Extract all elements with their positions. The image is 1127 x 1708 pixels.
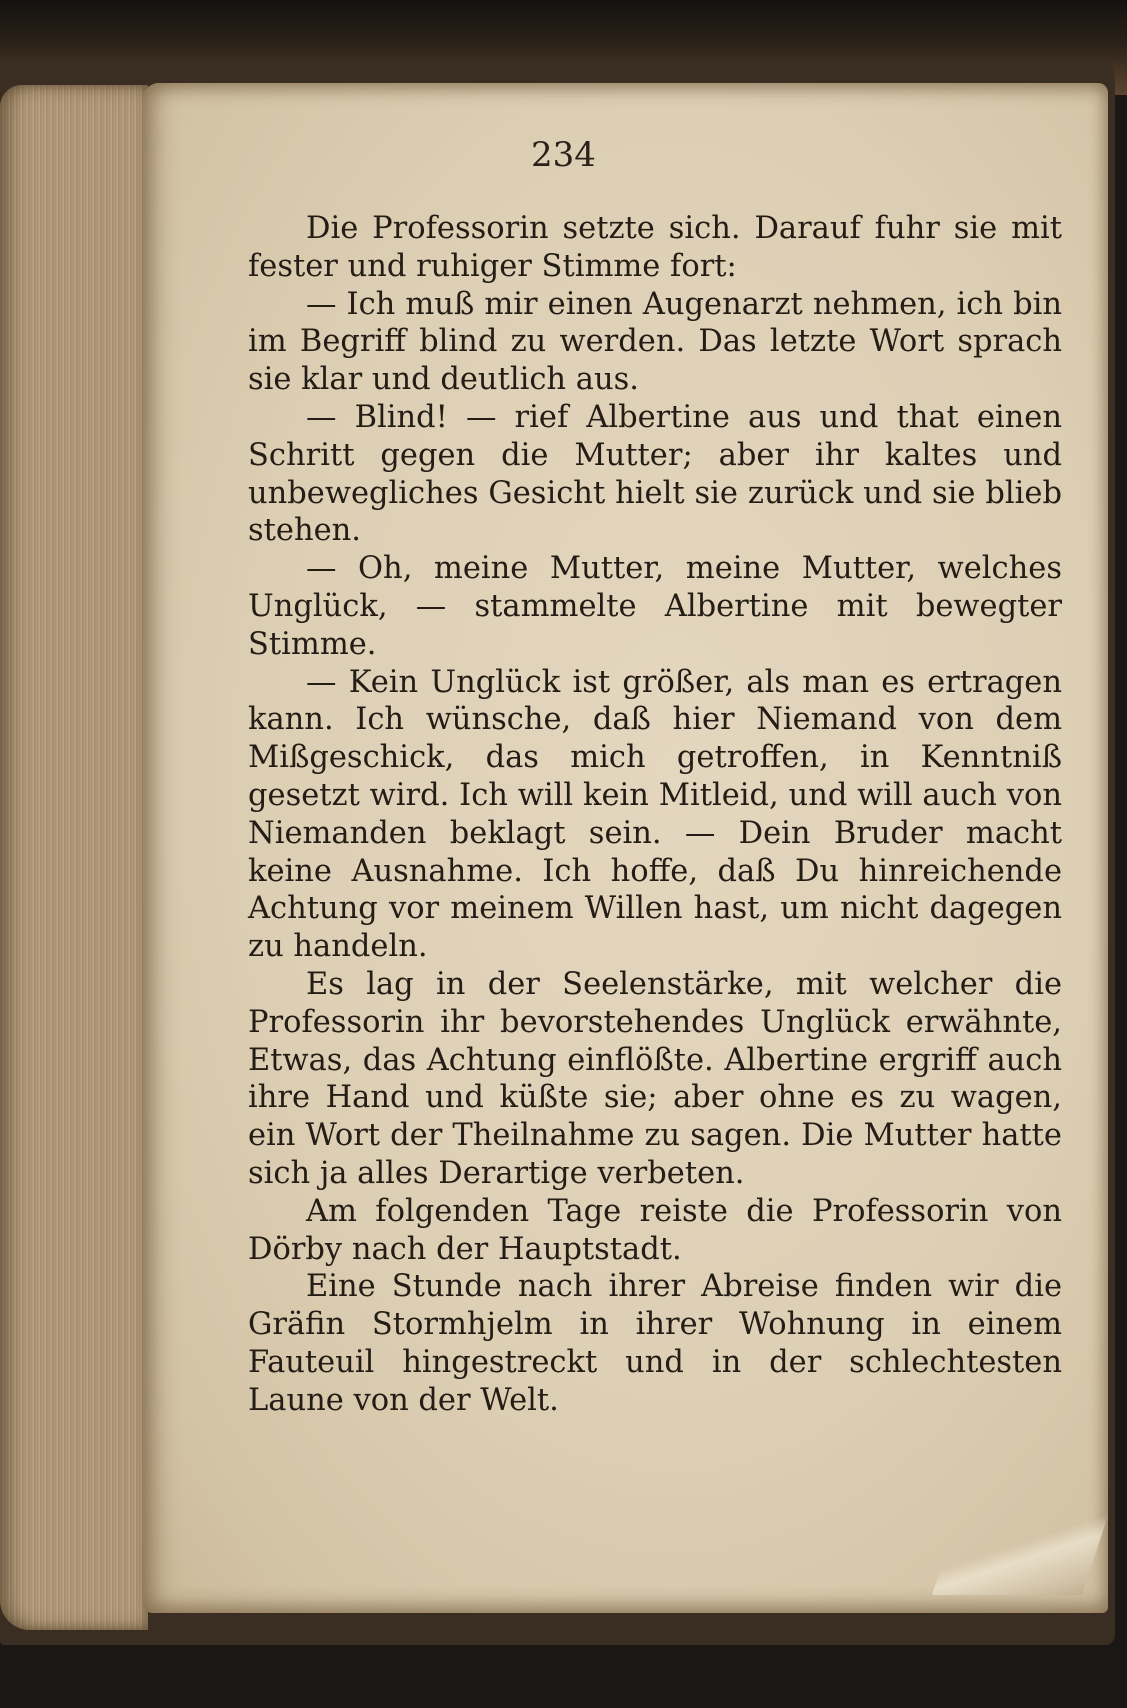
paragraph: Am folgenden Tage reiste die Professorin von Dörby nach der Hauptstadt. (248, 1193, 1062, 1267)
paragraph: Es lag in der Seelenstärke, mit welcher die Professorin ihr bevorstehendes Unglück erwähnte, Etwas, das Achtung einflößte. Albertine ergriff auch ihre Hand und küßte sie; aber ohne es zu wagen, ein Wort der Theilnahme zu sagen. Die Mutter hatte sich ja alles Derartige verbeten. (248, 966, 1062, 1191)
page-number: 234 (531, 135, 596, 175)
page-edges-stack (0, 85, 148, 1630)
paragraph: — Ich muß mir einen Augenarzt nehmen, ich bin im Begriff blind zu werden. Das letzte Wort sprach sie klar und deutlich aus. (248, 286, 1062, 398)
paragraph: — Blind! — rief Albertine aus und that einen Schritt gegen die Mutter; aber ihr kaltes und unbewegliches Gesicht hielt sie zurück und sie blieb stehen. (248, 399, 1062, 549)
page-text (248, 210, 1062, 1420)
paragraph: — Oh, meine Mutter, meine Mutter, welches Unglück, — stammelte Albertine mit bewegter Stimme. (248, 551, 1062, 662)
paragraph: Die Professorin setzte sich. Darauf fuhr sie mit fester und ruhiger Stimme fort: (248, 211, 1062, 284)
paragraph: — Kein Unglück ist größer, als man es ertragen kann. Ich wünsche, daß hier Niemand von dem Mißgeschick, das mich getroffen, in Kenntniß gesetzt wird. Ich will kein Mitleid, und will auch von Niemanden beklagt sein. — Dein Bruder macht keine Ausnahme. Ich hoffe, daß Du hinreichende Achtung vor meinem Willen hast, um nicht dagegen zu handeln. (248, 664, 1062, 965)
paragraph: Eine Stunde nach ihrer Abreise finden wir die Gräfin Stormhjelm in ihrer Wohnung in einem Fauteuil hingestreckt und in der schlechtesten Laune von der Welt. (248, 1269, 1062, 1418)
dog-ear-corner (932, 1515, 1108, 1595)
